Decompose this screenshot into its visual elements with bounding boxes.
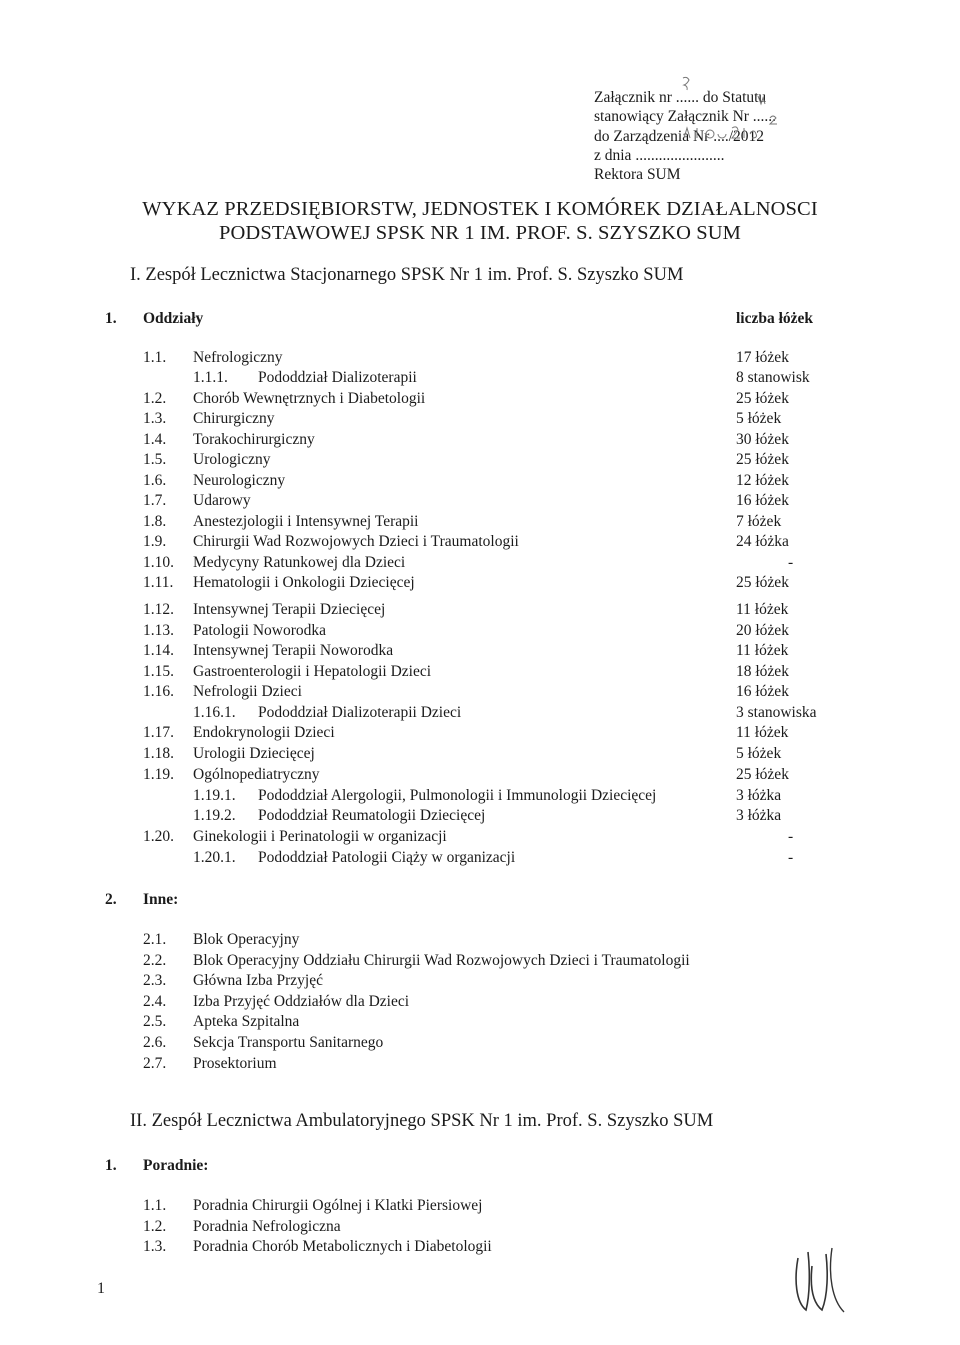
item-name: Blok Operacyjny bbox=[193, 931, 300, 948]
subsection-number: 1. bbox=[105, 1157, 117, 1174]
document-title: PODSTAWOWEJ SPSK NR 1 IM. PROF. S. SZYSZKO SUM bbox=[219, 222, 741, 244]
item-name: Chirurgiczny bbox=[193, 410, 275, 427]
list-item bbox=[0, 554, 960, 574]
item-name: Ogólnopediatryczny bbox=[193, 766, 320, 783]
item-name: Intensywnej Terapii Dziecięcej bbox=[193, 601, 386, 618]
item-number: 1.1. bbox=[143, 1197, 167, 1214]
item-number: 1.1. bbox=[143, 349, 167, 366]
item-beds: 24 łóżka bbox=[736, 533, 789, 550]
list-item bbox=[0, 849, 960, 869]
item-number: 1.15. bbox=[143, 663, 174, 680]
item-name: Chorób Wewnętrznych i Diabetologii bbox=[193, 390, 426, 407]
item-beds: 3 łóżka bbox=[736, 807, 782, 824]
item-name: Gastroenterologii i Hepatologii Dzieci bbox=[193, 663, 432, 680]
list-item bbox=[0, 390, 960, 410]
item-beds: 7 łóżek bbox=[736, 513, 782, 530]
list-item bbox=[0, 410, 960, 430]
list-item bbox=[0, 492, 960, 512]
list-item bbox=[0, 642, 960, 662]
item-number: 1.6. bbox=[143, 472, 167, 489]
item-name: Blok Operacyjny Oddziału Chirurgii Wad Rozwojowych Dzieci i Traumatologii bbox=[193, 952, 690, 969]
subsection-heading bbox=[105, 891, 178, 909]
item-number: 2.4. bbox=[143, 993, 167, 1010]
item-name: Pododdział Dializoterapii bbox=[258, 369, 417, 386]
list-item bbox=[0, 766, 960, 786]
item-number: 1.10. bbox=[143, 554, 174, 571]
subsection-number: 2. bbox=[105, 891, 117, 908]
list-item bbox=[0, 828, 960, 848]
item-name: Chirurgii Wad Rozwojowych Dzieci i Traumatologii bbox=[193, 533, 519, 550]
handwritten-fill-ins bbox=[650, 76, 790, 166]
item-name: Izba Przyjęć Oddziałów dla Dzieci bbox=[193, 993, 410, 1010]
item-beds: 3 stanowiska bbox=[736, 704, 817, 721]
list-item bbox=[0, 1218, 960, 1238]
item-beds: - bbox=[788, 554, 794, 571]
item-name: Udarowy bbox=[193, 492, 251, 509]
list-item bbox=[0, 1055, 960, 1075]
item-beds: 30 łóżek bbox=[736, 431, 789, 448]
list-item bbox=[0, 1197, 960, 1217]
attachment-line: Rektora SUM bbox=[594, 166, 681, 184]
item-name: Główna Izba Przyjęć bbox=[193, 972, 323, 989]
item-beds: 25 łóżek bbox=[736, 766, 789, 783]
item-name: Urologiczny bbox=[193, 451, 271, 468]
section-heading: II. Zespół Lecznictwa Ambulatoryjnego SPSK Nr 1 im. Prof. S. Szyszko SUM bbox=[130, 1111, 714, 1131]
list-item bbox=[0, 1013, 960, 1033]
item-name: Torakochirurgiczny bbox=[193, 431, 315, 448]
list-item bbox=[0, 622, 960, 642]
list-item bbox=[0, 431, 960, 451]
item-number: 2.6. bbox=[143, 1034, 167, 1051]
attachment-line: do Zarządzenia Nr ..../2012 bbox=[594, 127, 765, 145]
item-name: Nefrologiczny bbox=[193, 349, 283, 366]
list-item bbox=[0, 704, 960, 724]
item-name: Ginekologii i Perinatologii w organizacji bbox=[193, 828, 447, 845]
subsection-label: Inne: bbox=[143, 891, 179, 908]
item-number: 1.17. bbox=[143, 724, 174, 741]
item-number: 1.12. bbox=[143, 601, 174, 618]
item-name: Pododdział Dializoterapii Dzieci bbox=[258, 704, 462, 721]
item-number: 1.5. bbox=[143, 451, 167, 468]
item-beds: 8 stanowisk bbox=[736, 369, 810, 386]
list-item bbox=[0, 931, 960, 951]
subsection-heading bbox=[105, 1157, 208, 1175]
item-number: 1.16.1. bbox=[193, 704, 236, 721]
beds-column-header: liczba łóżek bbox=[736, 310, 814, 327]
item-name: Medycyny Ratunkowej dla Dzieci bbox=[193, 554, 406, 571]
item-name: Sekcja Transportu Sanitarnego bbox=[193, 1034, 384, 1051]
list-item bbox=[0, 807, 960, 827]
item-number: 2.7. bbox=[143, 1055, 167, 1072]
item-number: 1.2. bbox=[143, 390, 167, 407]
section-heading: I. Zespół Lecznictwa Stacjonarnego SPSK Nr 1 im. Prof. S. Szyszko SUM bbox=[130, 265, 684, 285]
item-number: 1.18. bbox=[143, 745, 174, 762]
item-beds: 3 łóżka bbox=[736, 787, 782, 804]
list-item bbox=[0, 533, 960, 553]
item-name: Pododdział Alergologii, Pulmonologii i Immunologii Dziecięcej bbox=[258, 787, 657, 804]
item-beds: 16 łóżek bbox=[736, 492, 789, 509]
item-name: Nefrologii Dzieci bbox=[193, 683, 302, 700]
item-beds: 11 łóżek bbox=[736, 642, 789, 659]
item-beds: - bbox=[788, 828, 794, 845]
item-number: 1.7. bbox=[143, 492, 167, 509]
document-title: WYKAZ PRZEDSIĘBIORSTW, JEDNOSTEK I KOMÓREK DZIAŁALNOSCI bbox=[142, 198, 818, 220]
item-number: 1.19.2. bbox=[193, 807, 236, 824]
subsection-label: Poradnie: bbox=[143, 1157, 209, 1174]
item-number: 1.9. bbox=[143, 533, 167, 550]
list-item bbox=[0, 513, 960, 533]
item-number: 1.2. bbox=[143, 1218, 167, 1235]
item-beds: 20 łóżek bbox=[736, 622, 789, 639]
item-number: 1.13. bbox=[143, 622, 174, 639]
item-number: 2.5. bbox=[143, 1013, 167, 1030]
list-item bbox=[0, 683, 960, 703]
item-name: Anestezjologii i Intensywnej Terapii bbox=[193, 513, 419, 530]
item-beds: 11 łóżek bbox=[736, 724, 789, 741]
item-beds: 16 łóżek bbox=[736, 683, 789, 700]
item-beds: 25 łóżek bbox=[736, 574, 789, 591]
attachment-line: stanowiący Załącznik Nr ...... bbox=[594, 108, 777, 126]
item-number: 1.20.1. bbox=[193, 849, 236, 866]
item-name: Poradnia Chorób Metabolicznych i Diabetologii bbox=[193, 1238, 492, 1255]
attachment-line: Załącznik nr ...... do Statutu bbox=[594, 89, 767, 106]
item-name: Poradnia Nefrologiczna bbox=[193, 1218, 341, 1235]
list-item bbox=[0, 724, 960, 744]
item-number: 2.2. bbox=[143, 952, 167, 969]
item-number: 1.3. bbox=[143, 410, 167, 427]
list-item bbox=[0, 601, 960, 621]
item-number: 1.19. bbox=[143, 766, 174, 783]
signature-initials bbox=[788, 1240, 858, 1320]
item-number: 1.14. bbox=[143, 642, 174, 659]
item-beds: 25 łóżek bbox=[736, 451, 789, 468]
item-name: Apteka Szpitalna bbox=[193, 1013, 300, 1030]
item-name: Prosektorium bbox=[193, 1055, 277, 1072]
list-item bbox=[0, 952, 960, 972]
item-number: 1.1.1. bbox=[193, 369, 228, 386]
subsection-label: Oddziały bbox=[143, 310, 204, 327]
item-beds: 25 łóżek bbox=[736, 390, 789, 407]
list-item bbox=[0, 472, 960, 492]
item-name: Pododdział Reumatologii Dziecięcej bbox=[258, 807, 486, 824]
list-item bbox=[0, 972, 960, 992]
list-item bbox=[0, 349, 960, 369]
item-name: Patologii Noworodka bbox=[193, 622, 327, 639]
item-number: 1.19.1. bbox=[193, 787, 236, 804]
item-beds: 18 łóżek bbox=[736, 663, 789, 680]
subsection-heading bbox=[105, 310, 203, 328]
item-number: 1.8. bbox=[143, 513, 167, 530]
subsection-number: 1. bbox=[105, 310, 117, 327]
item-name: Hematologii i Onkologii Dziecięcej bbox=[193, 574, 415, 591]
attachment-line: z dnia ....................... bbox=[594, 146, 725, 164]
item-number: 2.1. bbox=[143, 931, 167, 948]
item-name: Poradnia Chirurgii Ogólnej i Klatki Piersiowej bbox=[193, 1197, 483, 1214]
item-name: Endokrynologii Dzieci bbox=[193, 724, 335, 741]
item-beds: - bbox=[788, 849, 794, 866]
list-item bbox=[0, 451, 960, 471]
item-number: 1.4. bbox=[143, 431, 167, 448]
item-number: 1.20. bbox=[143, 828, 174, 845]
list-item bbox=[0, 745, 960, 765]
item-beds: 17 łóżek bbox=[736, 349, 789, 366]
item-number: 1.3. bbox=[143, 1238, 167, 1255]
item-name: Intensywnej Terapii Noworodka bbox=[193, 642, 394, 659]
list-item bbox=[0, 369, 960, 389]
page-number: 1 bbox=[97, 1280, 105, 1297]
item-name: Neurologiczny bbox=[193, 472, 286, 489]
list-item bbox=[0, 663, 960, 683]
item-beds: 12 łóżek bbox=[736, 472, 789, 489]
item-beds: 5 łóżek bbox=[736, 745, 782, 762]
item-number: 1.11. bbox=[143, 574, 174, 591]
item-beds: 11 łóżek bbox=[736, 601, 789, 618]
list-item bbox=[0, 1034, 960, 1054]
list-item bbox=[0, 574, 960, 594]
item-beds: 5 łóżek bbox=[736, 410, 782, 427]
item-number: 2.3. bbox=[143, 972, 167, 989]
item-number: 1.16. bbox=[143, 683, 174, 700]
list-item bbox=[0, 787, 960, 807]
item-name: Pododdział Patologii Ciąży w organizacji bbox=[258, 849, 516, 866]
item-name: Urologii Dziecięcej bbox=[193, 745, 315, 762]
list-item bbox=[0, 993, 960, 1013]
